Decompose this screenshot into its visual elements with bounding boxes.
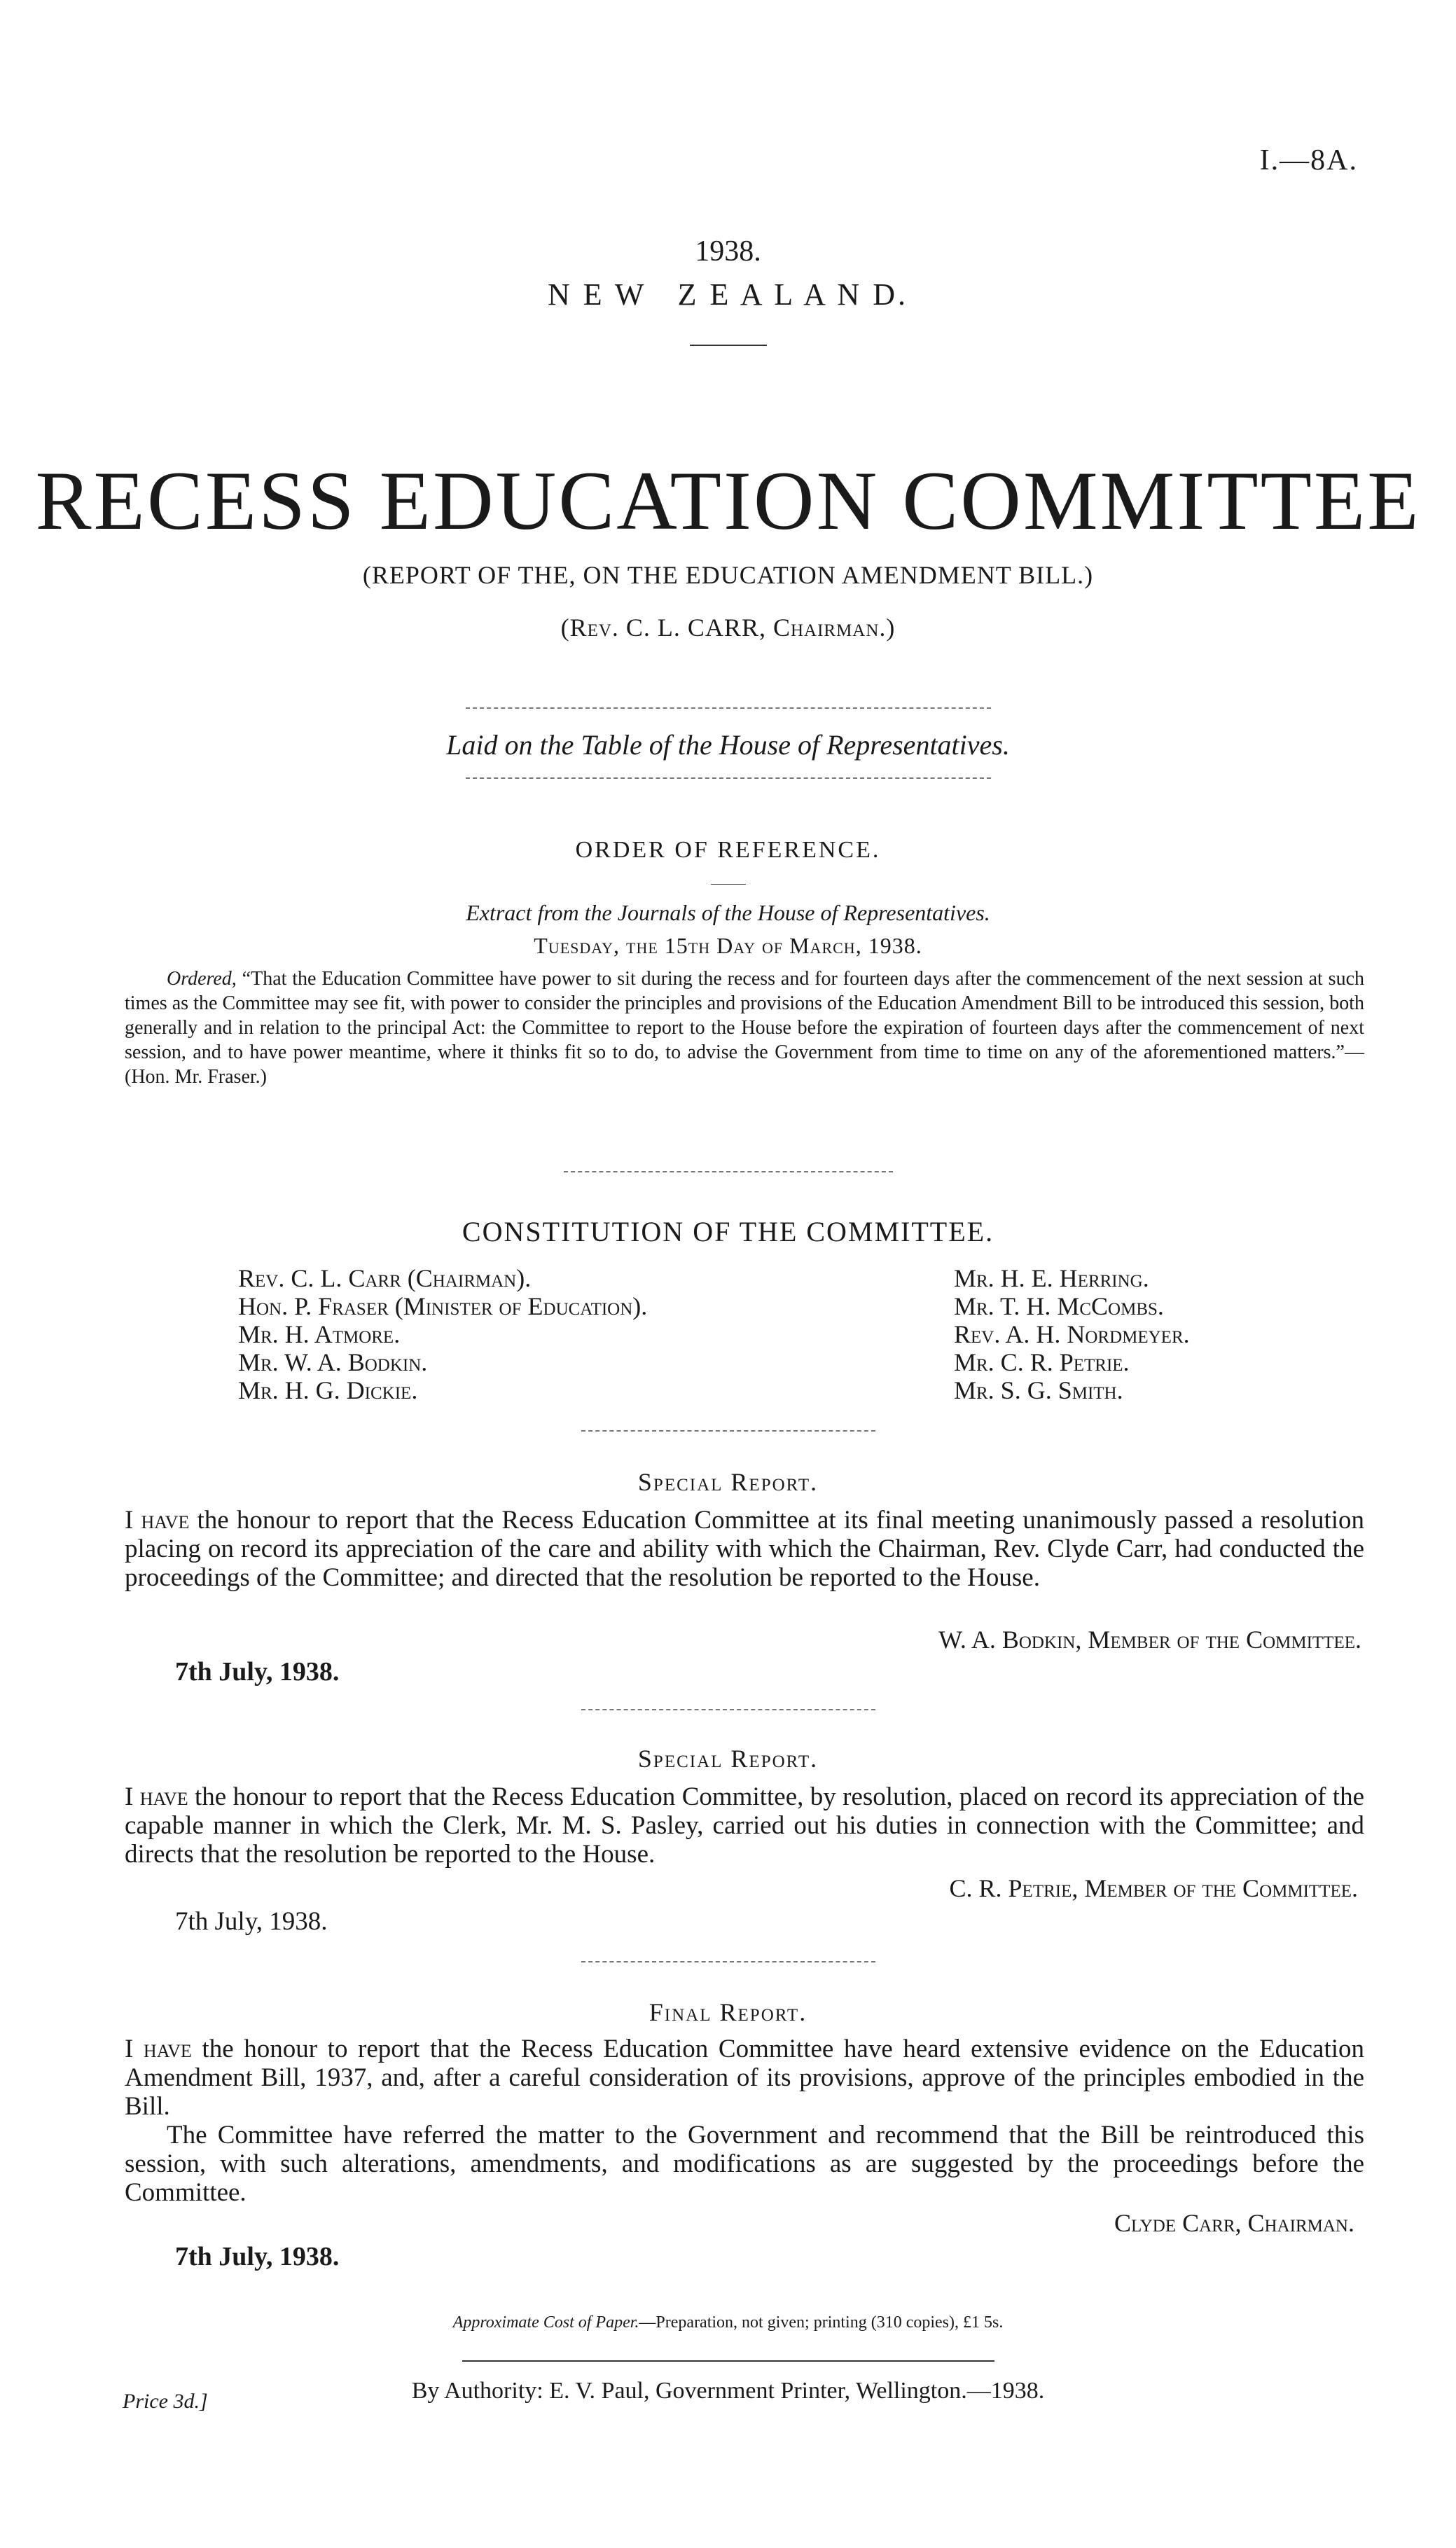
divider — [711, 884, 746, 885]
order-body: “That the Education Committee have power to sit during the recess and for fourteen days after the commencement of the next session at such times as the Committee may see fit, with power to consider the principles and provisions of the Education Amendment Bill to be introduced this session, both generally and in relation to the principal Act: the Committee to report to the House before the expiration of fourteen days after the commencement of next session, and to have power meantime, where it thinks fit so to do, to advise the Government from time to time on any of the aforementioned matters.”—(Hon. Mr. Fraser.) — [125, 968, 1364, 1088]
final-report-para-1: the honour to report that the Recess Education Committee have heard extensive evidence on the Education Amendment Bill, 1937, and, after a careful consideration of its provisions, approve of the principles embodied in the Bill. — [125, 2035, 1365, 2121]
final-report-date: 7th July, 1938. — [175, 2242, 340, 2271]
member-left-2: Hon. P. Fraser (Minister of Education). — [238, 1292, 648, 1320]
special-report-2-heading: Special Report. — [637, 1745, 819, 1773]
final-report-para-2: The Committee have referred the matter to the Government and recommend that the Bill be reintroduced this session, with such alterations, amendments, and modifications as are suggested by the proceedings before the Committee. — [125, 2121, 1364, 2207]
order-of-reference-heading: ORDER OF REFERENCE. — [575, 837, 881, 863]
report-lead: I have — [125, 1506, 190, 1535]
special-report-2-text — [125, 1782, 1364, 1869]
special-report-1-heading: Special Report. — [637, 1468, 819, 1496]
member-right-5: Mr. S. G. Smith. — [954, 1376, 1123, 1404]
order-text — [125, 967, 1364, 1089]
member-right-4: Mr. C. R. Petrie. — [954, 1348, 1130, 1376]
special-report-1-signature: W. A. Bodkin, Member of the Committee. — [938, 1626, 1361, 1654]
divider — [462, 2360, 994, 2362]
member-right-1: Mr. H. E. Herring. — [954, 1264, 1149, 1292]
order-date: Tuesday, the 15th Day of March, 1938. — [534, 933, 922, 958]
final-report-heading: Final Report. — [649, 1998, 807, 2026]
report-lead: I have — [125, 2035, 192, 2063]
divider — [466, 777, 991, 779]
cost-text: —Preparation, not given; printing (310 copies), £1 5s. — [639, 2313, 1004, 2332]
price: Price 3d.] — [123, 2390, 208, 2413]
chairman-line: (Rev. C. L. CARR, Chairman.) — [560, 614, 896, 642]
divider — [690, 345, 767, 346]
final-report-text — [125, 2035, 1364, 2207]
journal-extract: Extract from the Journals of the House of Representatives. — [466, 900, 990, 925]
ordered-word: Ordered, — [167, 968, 237, 990]
report-body: the honour to report that the Recess Education Committee, by resolution, placed on record its appreciation of the capable manner in which the Clerk, Mr. M. S. Pasley, carried out his duties in connection with the Committee; and directs that the resolution be reported to the House. — [125, 1782, 1365, 1869]
member-left-5: Mr. H. G. Dickie. — [238, 1376, 418, 1404]
special-report-2-date: 7th July, 1938. — [175, 1907, 328, 1936]
report-title: RECESS EDUCATION COMMITTEE — [35, 454, 1421, 547]
report-lead: I have — [125, 1782, 188, 1811]
report-body: the honour to report that the Recess Education Committee at its final meeting unanimously passed a resolution placing on record its appreciation of the care and ability with which the Chairman, Rev. Clyde Carr, had conducted the proceedings of the Committee; and directed that the resolution be reported to the House. — [125, 1506, 1365, 1592]
special-report-1-text — [125, 1506, 1364, 1592]
divider — [581, 1961, 875, 1962]
cost-label: Approximate Cost of Paper. — [452, 2313, 639, 2332]
constitution-heading: CONSTITUTION OF THE COMMITTEE. — [462, 1216, 994, 1247]
divider — [581, 1709, 875, 1710]
member-right-2: Mr. T. H. McCombs. — [954, 1292, 1164, 1320]
final-report-signature: Clyde Carr, Chairman. — [1114, 2209, 1354, 2237]
report-subtitle: (REPORT OF THE, ON THE EDUCATION AMENDMENT BILL.) — [362, 561, 1094, 589]
member-left-3: Mr. H. Atmore. — [238, 1320, 401, 1348]
special-report-1-date: 7th July, 1938. — [175, 1657, 340, 1687]
laid-on-table-line: Laid on the Table of the House of Representatives. — [446, 729, 1010, 761]
divider — [466, 707, 991, 709]
printer-authority: By Authority: E. V. Paul, Government Printer, Wellington.—1938. — [411, 2378, 1045, 2404]
divider — [564, 1171, 893, 1172]
member-left-4: Mr. W. A. Bodkin. — [238, 1348, 428, 1376]
divider — [581, 1430, 875, 1432]
special-report-2-signature: C. R. Petrie, Member of the Committee. — [949, 1874, 1358, 1902]
member-right-3: Rev. A. H. Nordmeyer. — [954, 1320, 1190, 1348]
country: N E W Z E A L A N D. — [548, 277, 908, 312]
year: 1938. — [695, 235, 761, 268]
cost-of-paper — [0, 2313, 1456, 2332]
paper-reference: I.—8A. — [1259, 144, 1358, 176]
member-left-1: Rev. C. L. Carr (Chairman). — [238, 1264, 532, 1292]
